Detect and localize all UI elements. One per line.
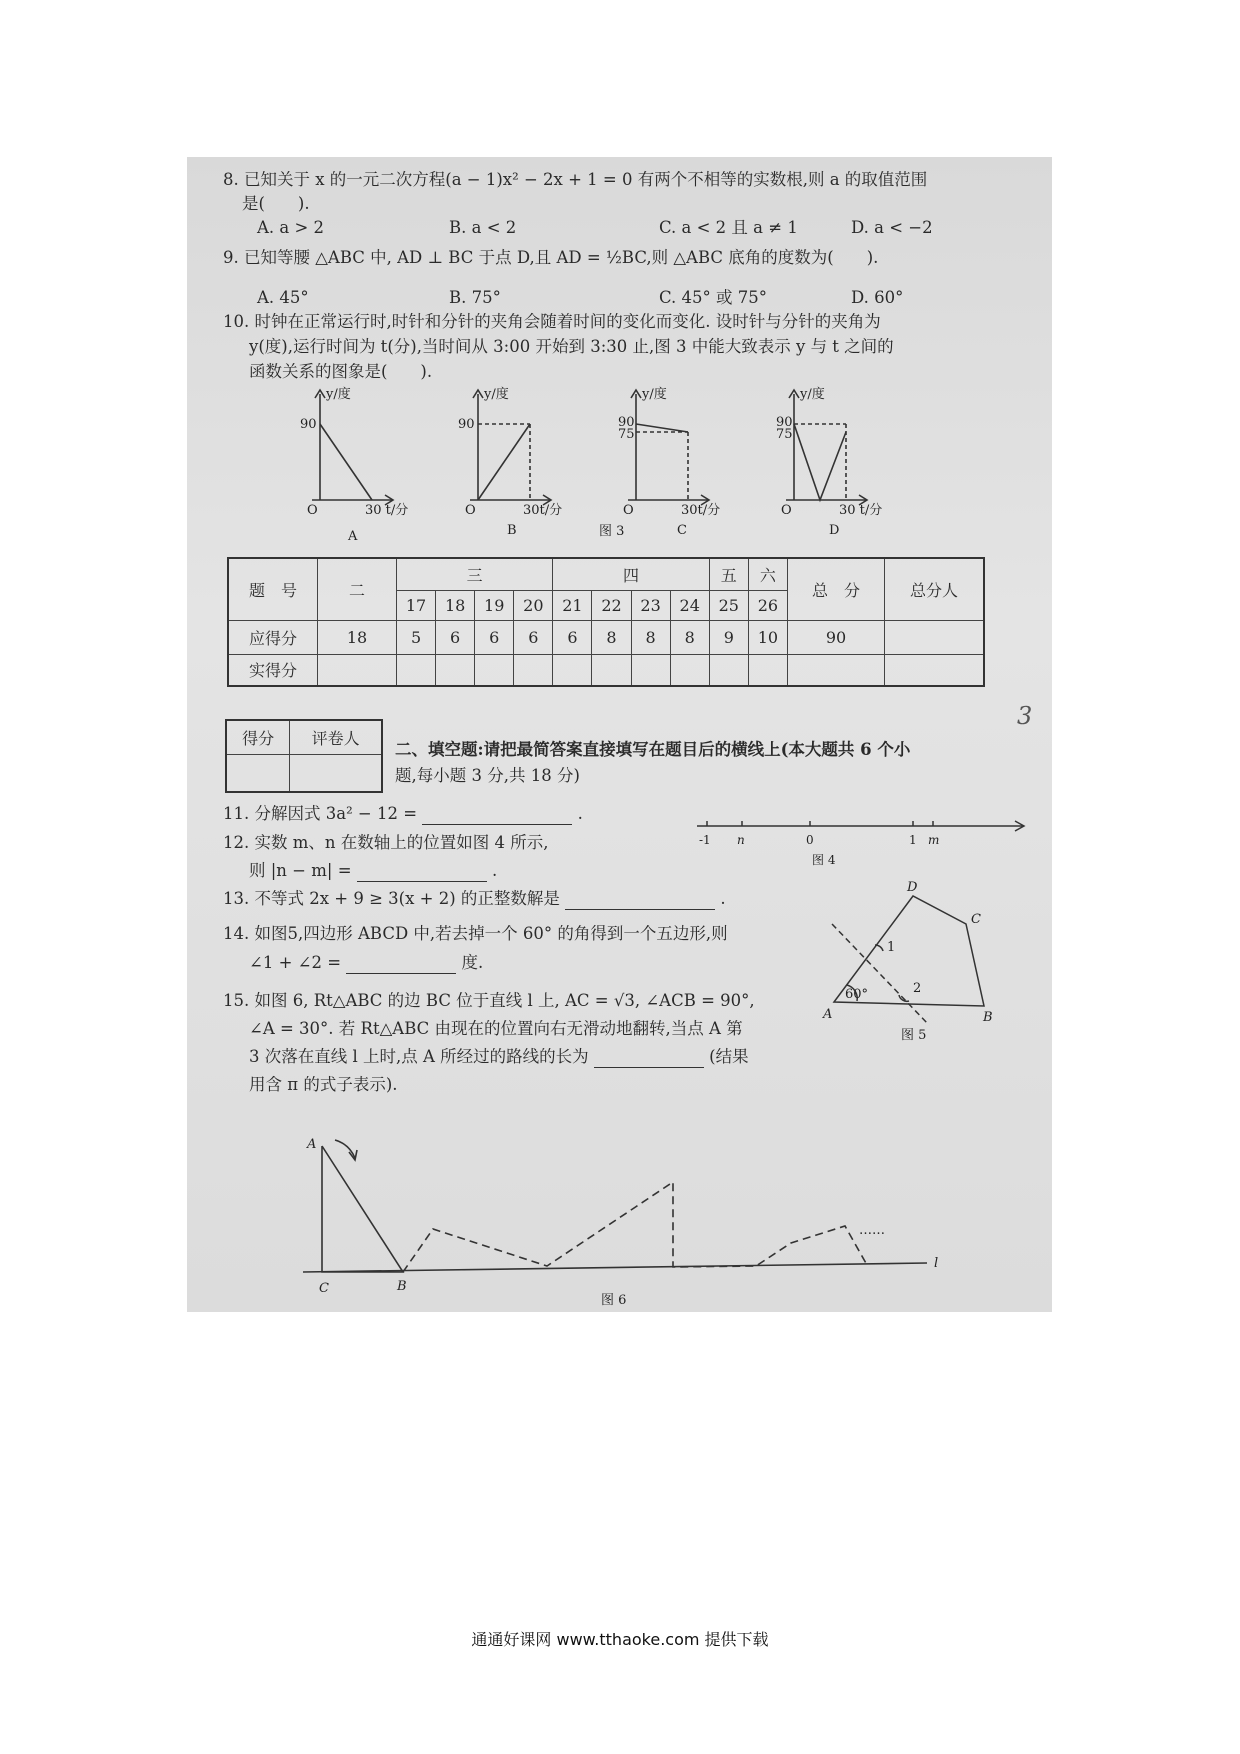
figure-6-caption: 图 6 (601, 1293, 627, 1308)
q15-text-3: 3 次落在直线 l 上时,点 A 所经过的路线的长为 (249, 1047, 589, 1066)
grader-reviewer-cell[interactable] (290, 754, 382, 792)
fig4-label: n (737, 833, 745, 847)
section-2-title-cont: 题,每小题 3 分,共 18 分) (395, 766, 580, 785)
due-score-two: 18 (318, 620, 397, 654)
fig6-label-c: C (319, 1281, 329, 1296)
header-scorer: 总分人 (885, 558, 985, 620)
fig5-label-a: A (823, 1007, 833, 1022)
q8-option-b: B. a < 2 (449, 218, 517, 237)
header-section-five: 五 (709, 558, 748, 590)
q11-end: . (577, 804, 583, 823)
grader-reviewer-label: 评卷人 (290, 720, 382, 754)
q12-text-2: 则 |n − m| = (249, 861, 352, 880)
q14-end: 度. (461, 953, 484, 972)
figure-6 (187, 1122, 1052, 1312)
graph-b-origin: O (465, 503, 476, 518)
q13-text: 13. 不等式 2x + 9 ≥ 3(x + 2) 的正整数解是 (223, 889, 560, 908)
q15-answer-blank[interactable] (594, 1049, 704, 1068)
q12-text: 12. 实数 m、n 在数轴上的位置如图 4 所示, (223, 833, 549, 852)
graph-b-xlabel: 30t/分 (523, 503, 563, 518)
due-score: 6 (475, 620, 514, 654)
q15-line-2: ∠A = 30°. 若 Rt△ABC 由现在的位置向右无滑动地翻转,当点 A 第 (249, 1019, 743, 1038)
fig5-label-b: B (983, 1010, 993, 1025)
figure-5-caption: 图 5 (901, 1028, 927, 1043)
figure-3 (187, 382, 1052, 544)
q14-answer-blank[interactable] (346, 955, 456, 974)
graph-c-tick-90: 90 (618, 415, 635, 430)
graph-a-letter: A (348, 529, 358, 544)
due-score: 8 (592, 620, 631, 654)
graph-c-tick-75: 75 (618, 427, 635, 442)
graph-d-xlabel: 30 t/分 (839, 503, 883, 518)
score-table (227, 557, 985, 687)
margin-mark: 3 (1017, 702, 1033, 730)
q10-line-2: y(度),运行时间为 t(分),当时间从 3:00 开始到 3:30 止,图 3 中能大致表示 y 与 t 之间的 (249, 337, 894, 356)
actual-score-cell[interactable] (885, 654, 985, 686)
graph-d-origin: O (781, 503, 792, 518)
due-score: 8 (631, 620, 670, 654)
question-number: 23 (631, 590, 670, 620)
due-scorer-cell (885, 620, 985, 654)
q11 (223, 803, 583, 825)
fig6-label-b: B (397, 1279, 407, 1294)
header-section-six: 六 (748, 558, 787, 590)
actual-score-cell[interactable] (318, 654, 397, 686)
grader-table (225, 719, 383, 793)
q12-line2 (249, 860, 497, 882)
q13-answer-blank[interactable] (565, 891, 715, 910)
graph-c-origin: O (623, 503, 634, 518)
header-question-number: 题 号 (228, 558, 318, 620)
graph-b-letter: B (507, 523, 517, 538)
exam-photo (187, 157, 1052, 1312)
due-score: 6 (514, 620, 553, 654)
graph-a-tick-90: 90 (300, 417, 317, 432)
due-score: 5 (397, 620, 436, 654)
due-score: 10 (748, 620, 787, 654)
actual-score-cell[interactable] (553, 654, 592, 686)
header-total: 总 分 (788, 558, 885, 620)
q14-text: 14. 如图5,四边形 ABCD 中,若去掉一个 60° 的角得到一个五边形,则 (223, 924, 728, 943)
q14-line2 (249, 952, 483, 974)
question-number: 25 (709, 590, 748, 620)
q9-option-a: A. 45° (257, 288, 309, 307)
q8-stem-cont: 是( ). (242, 194, 310, 213)
footer-watermark: 通通好课网 www.tthaoke.com 提供下载 (471, 1630, 769, 1649)
due-score: 9 (709, 620, 748, 654)
question-number: 19 (475, 590, 514, 620)
q15-line-4: 用含 π 的式子表示). (249, 1075, 398, 1094)
grader-score-cell[interactable] (226, 754, 290, 792)
q9-option-b: B. 75° (449, 288, 501, 307)
row-label-actual: 实得分 (228, 654, 318, 686)
graph-c-letter: C (677, 523, 687, 538)
fig6-ellipsis: …… (859, 1223, 885, 1238)
due-score-total: 90 (788, 620, 885, 654)
actual-score-cell[interactable] (475, 654, 514, 686)
actual-score-cell[interactable] (631, 654, 670, 686)
fig5-label-d: D (907, 880, 918, 895)
fig5-angle-60: 60° (845, 987, 869, 1002)
q9-option-d: D. 60° (851, 288, 904, 307)
actual-score-cell[interactable] (436, 654, 475, 686)
q11-answer-blank[interactable] (422, 806, 572, 825)
section-2-title: 二、填空题:请把最简答案直接填写在题目后的横线上(本大题共 6 个小 (395, 740, 911, 759)
fig5-angle-2: 2 (913, 981, 922, 996)
figure-4 (697, 811, 1037, 871)
header-section-three: 三 (397, 558, 553, 590)
graph-d-ylabel: y/度 (800, 387, 825, 402)
fig6-label-l: l (934, 1256, 939, 1271)
question-number: 18 (436, 590, 475, 620)
actual-score-cell[interactable] (592, 654, 631, 686)
q15-end: (结果 (709, 1047, 749, 1066)
q15-line-3 (249, 1046, 749, 1068)
graph-d-letter: D (829, 523, 840, 538)
q12-end: . (492, 861, 498, 880)
due-score: 6 (553, 620, 592, 654)
q14-text-2: ∠1 + ∠2 = (249, 953, 342, 972)
q10-line-1: 10. 时钟在正常运行时,时针和分针的夹角会随着时间的变化而变化. 设时针与分针的夹角为 (223, 312, 881, 331)
due-score: 8 (670, 620, 709, 654)
fig4-label: 0 (806, 833, 814, 847)
actual-score-cell[interactable] (748, 654, 787, 686)
fig6-label-a: A (307, 1137, 317, 1152)
figure-5 (817, 877, 1017, 1057)
fig4-label: m (928, 833, 940, 847)
q9-stem: 9. 已知等腰 △ABC 中, AD ⊥ BC 于点 D,且 AD = ½BC,则 △ABC 底角的度数为( ). (223, 248, 879, 267)
graph-d-tick-75: 75 (776, 427, 793, 442)
q8-option-d: D. a < −2 (851, 218, 933, 237)
figure-3-caption: 图 3 (599, 524, 625, 539)
q11-text: 11. 分解因式 3a² − 12 = (223, 804, 418, 823)
header-section-four: 四 (553, 558, 709, 590)
q13 (223, 888, 726, 910)
q12-answer-blank[interactable] (357, 863, 487, 882)
graph-c-xlabel: 30t/分 (681, 503, 721, 518)
q9-option-c: C. 45° 或 75° (659, 288, 768, 307)
actual-score-cell[interactable] (397, 654, 436, 686)
fig5-label-c: C (971, 912, 981, 927)
q8-option-a: A. a > 2 (257, 218, 325, 237)
graph-a-origin: O (307, 503, 318, 518)
actual-score-cell[interactable] (709, 654, 748, 686)
fig4-label: 1 (909, 833, 917, 847)
q13-end: . (720, 889, 726, 908)
question-number: 20 (514, 590, 553, 620)
actual-score-cell[interactable] (788, 654, 885, 686)
q15-line-1: 15. 如图 6, Rt△ABC 的边 BC 位于直线 l 上, AC = √3, ∠ACB = 90°, (223, 991, 755, 1010)
header-section-two: 二 (318, 558, 397, 620)
due-score: 6 (436, 620, 475, 654)
row-label-due: 应得分 (228, 620, 318, 654)
question-number: 17 (397, 590, 436, 620)
graph-d-tick-90: 90 (776, 415, 793, 430)
fig5-angle-1: 1 (887, 940, 896, 955)
question-number: 26 (748, 590, 787, 620)
grader-score-label: 得分 (226, 720, 290, 754)
actual-score-cell[interactable] (514, 654, 553, 686)
question-number: 24 (670, 590, 709, 620)
question-number: 22 (592, 590, 631, 620)
q8-stem: 8. 已知关于 x 的一元二次方程(a − 1)x² − 2x + 1 = 0 有两个不相等的实数根,则 a 的取值范围 (223, 170, 928, 189)
graph-b-ylabel: y/度 (484, 387, 509, 402)
graph-a-ylabel: y/度 (326, 387, 351, 402)
question-number: 21 (553, 590, 592, 620)
actual-score-cell[interactable] (670, 654, 709, 686)
graph-c-ylabel: y/度 (642, 387, 667, 402)
graph-a-xlabel: 30 t/分 (365, 503, 409, 518)
figure-4-caption: 图 4 (812, 853, 836, 867)
q10-line-3: 函数关系的图象是( ). (249, 362, 433, 381)
q8-option-c: C. a < 2 且 a ≠ 1 (659, 218, 798, 237)
fig4-label: -1 (699, 833, 711, 847)
graph-b-tick-90: 90 (458, 417, 475, 432)
